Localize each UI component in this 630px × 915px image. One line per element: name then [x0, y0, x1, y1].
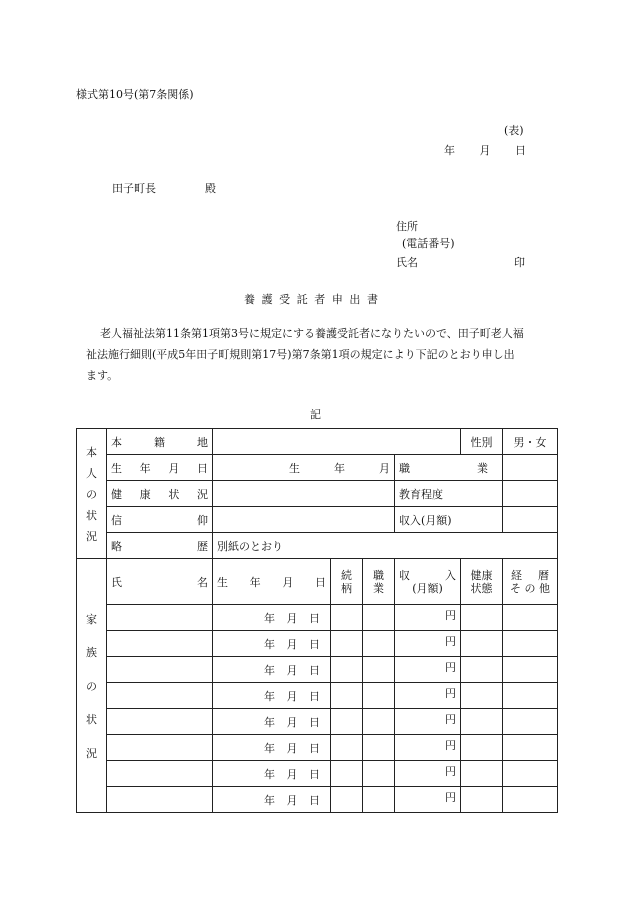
family-birth-input[interactable]: 年 月 日 — [213, 657, 331, 683]
family-row — [77, 761, 558, 787]
honseki-label: 本 籍 地 — [107, 429, 213, 455]
gender-choice[interactable]: 男・女 — [503, 429, 558, 455]
family-income-input[interactable]: 円 — [395, 605, 461, 631]
form-number: 様式第10号(第7条関係) — [76, 88, 194, 101]
family-name-input[interactable] — [107, 709, 213, 735]
gender-label: 性別 — [461, 429, 503, 455]
family-birth-input[interactable]: 年 月 日 — [213, 787, 331, 813]
family-row — [77, 709, 558, 735]
family-relation-input[interactable] — [331, 709, 363, 735]
health-input[interactable] — [213, 481, 395, 507]
education-input[interactable] — [503, 481, 558, 507]
belief-label: 信 仰 — [107, 507, 213, 533]
honorific: 殿 — [205, 182, 216, 195]
applicant-phone-label: (電話番号) — [402, 237, 455, 250]
family-health-input[interactable] — [461, 709, 503, 735]
family-health-input[interactable] — [461, 683, 503, 709]
family-relation-input[interactable] — [331, 787, 363, 813]
family-birth-input[interactable]: 年 月 日 — [213, 605, 331, 631]
family-career-input[interactable] — [503, 631, 558, 657]
income-label: 収入(月額) — [395, 507, 503, 533]
family-income-input[interactable]: 円 — [395, 735, 461, 761]
body-line-3: ます。 — [86, 369, 119, 382]
applicant-address-label: 住所 — [396, 220, 418, 233]
body-line-1: 老人福祉法第11条第1項第3号に規定にする養護受託者になりたいので、田子町老人福 — [100, 327, 524, 340]
seal-mark: 印 — [514, 256, 525, 269]
family-career-input[interactable] — [503, 761, 558, 787]
side-label: (表) — [504, 124, 524, 137]
family-name-input[interactable] — [107, 761, 213, 787]
family-job-input[interactable] — [363, 761, 395, 787]
family-relation-input[interactable] — [331, 683, 363, 709]
career-label: 略 歴 — [107, 533, 213, 559]
family-header-row — [77, 559, 558, 605]
row-honseki — [77, 429, 558, 455]
body-line-2: 祉法施行細則(平成5年田子町規則第17号)第7条第1項の規定により下記のとおり申し出 — [86, 348, 515, 361]
family-income-input[interactable]: 円 — [395, 709, 461, 735]
family-name-input[interactable] — [107, 657, 213, 683]
family-row — [77, 631, 558, 657]
family-birth-input[interactable]: 年 月 日 — [213, 709, 331, 735]
family-row — [77, 605, 558, 631]
family-relation-input[interactable] — [331, 735, 363, 761]
occupation-input[interactable] — [503, 455, 558, 481]
family-health-input[interactable] — [461, 787, 503, 813]
row-health — [77, 481, 558, 507]
family-name-input[interactable] — [107, 787, 213, 813]
family-name-input[interactable] — [107, 631, 213, 657]
family-health-input[interactable] — [461, 761, 503, 787]
row-belief — [77, 507, 558, 533]
family-section-label: 家 族 の 状 況 — [77, 559, 107, 813]
family-job-input[interactable] — [363, 683, 395, 709]
family-income-input[interactable]: 円 — [395, 657, 461, 683]
ki-label: 記 — [310, 408, 321, 421]
addressee: 田子町長 — [112, 182, 156, 195]
family-header-birth: 生 年 月 日 — [213, 559, 331, 605]
family-relation-input[interactable] — [331, 761, 363, 787]
family-header-health: 健康 状態 — [461, 559, 503, 605]
date-month: 月 — [479, 144, 491, 157]
family-relation-input[interactable] — [331, 631, 363, 657]
family-birth-input[interactable]: 年 月 日 — [213, 631, 331, 657]
row-birth — [77, 455, 558, 481]
income-input[interactable] — [503, 507, 558, 533]
family-row — [77, 735, 558, 761]
date-line — [444, 142, 526, 158]
family-health-input[interactable] — [461, 735, 503, 761]
family-header-income: 収 入 (月額) — [395, 559, 461, 605]
family-row — [77, 657, 558, 683]
family-relation-input[interactable] — [331, 605, 363, 631]
family-birth-input[interactable]: 年 月 日 — [213, 683, 331, 709]
family-job-input[interactable] — [363, 735, 395, 761]
family-row — [77, 683, 558, 709]
family-job-input[interactable] — [363, 631, 395, 657]
belief-input[interactable] — [213, 507, 395, 533]
family-health-input[interactable] — [461, 631, 503, 657]
applicant-name-label: 氏名 — [396, 256, 418, 269]
family-relation-input[interactable] — [331, 657, 363, 683]
family-income-input[interactable]: 円 — [395, 787, 461, 813]
date-year: 年 — [444, 144, 455, 157]
family-job-input[interactable] — [363, 657, 395, 683]
document-title: 養 護 受 託 者 申 出 書 — [244, 293, 378, 306]
family-career-input[interactable] — [503, 787, 558, 813]
family-header-career: 経 暦 そ の 他 — [503, 559, 558, 605]
personal-section-label: 本 人 の 状 況 — [77, 429, 107, 559]
family-birth-input[interactable]: 年 月 日 — [213, 735, 331, 761]
family-header-job: 職 業 — [363, 559, 395, 605]
family-header-relation: 続 柄 — [331, 559, 363, 605]
education-label: 教育程度 — [395, 481, 503, 507]
career-value[interactable]: 別紙のとおり — [213, 533, 558, 559]
family-career-input[interactable] — [503, 735, 558, 761]
family-income-input[interactable]: 円 — [395, 683, 461, 709]
family-income-input[interactable]: 円 — [395, 631, 461, 657]
birth-input[interactable]: 生 年 月 — [213, 455, 395, 481]
row-career — [77, 533, 558, 559]
family-health-input[interactable] — [461, 605, 503, 631]
family-health-input[interactable] — [461, 657, 503, 683]
family-career-input[interactable] — [503, 605, 558, 631]
occupation-label: 職 業 — [395, 455, 503, 481]
health-label: 健 康 状 況 — [107, 481, 213, 507]
family-row — [77, 787, 558, 813]
date-day: 日 — [515, 144, 526, 157]
birth-label: 生 年 月 日 — [107, 455, 213, 481]
family-header-name: 氏 名 — [107, 559, 213, 605]
family-career-input[interactable] — [503, 709, 558, 735]
family-career-input[interactable] — [503, 657, 558, 683]
family-job-input[interactable] — [363, 709, 395, 735]
family-birth-input[interactable]: 年 月 日 — [213, 761, 331, 787]
family-career-input[interactable] — [503, 683, 558, 709]
family-job-input[interactable] — [363, 605, 395, 631]
application-table — [76, 428, 558, 813]
honseki-input[interactable] — [213, 429, 461, 455]
family-job-input[interactable] — [363, 787, 395, 813]
family-name-input[interactable] — [107, 605, 213, 631]
family-income-input[interactable]: 円 — [395, 761, 461, 787]
family-name-input[interactable] — [107, 735, 213, 761]
family-name-input[interactable] — [107, 683, 213, 709]
